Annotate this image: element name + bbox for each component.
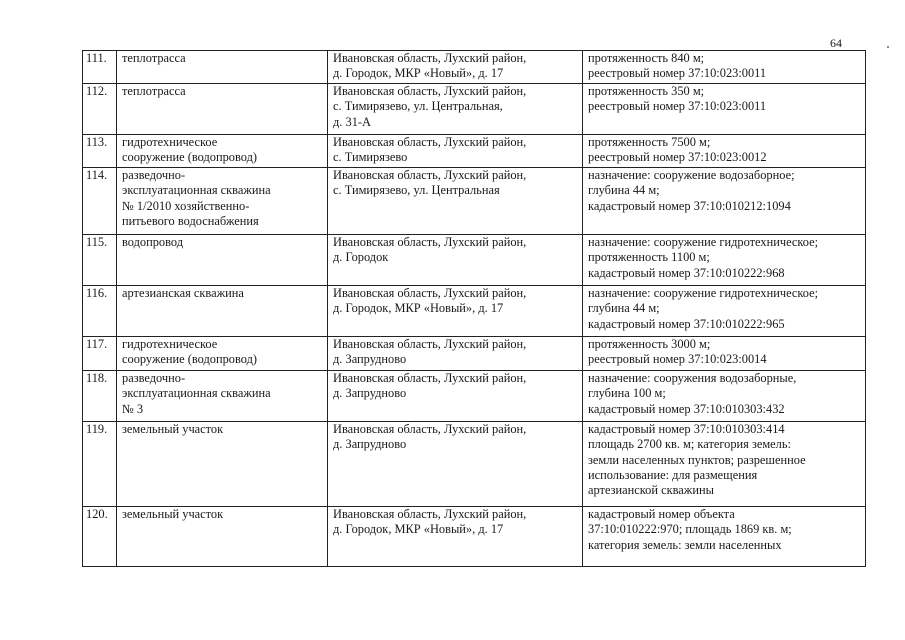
- details-line: назначение: сооружения водозаборные,: [588, 371, 797, 385]
- address-line: Ивановская область, Лухский район,: [333, 371, 527, 385]
- object-name-line: эксплуатационная скважина: [122, 386, 271, 401]
- object-name-line: гидротехническое: [122, 135, 218, 149]
- scan-speck: [887, 46, 889, 48]
- table-row: [83, 507, 866, 567]
- address-line: с. Тимирязево, ул. Центральная,: [333, 99, 503, 114]
- object-name-line: № 3: [122, 401, 144, 416]
- row-number: 117.: [83, 337, 117, 371]
- address-line: д. Запрудново: [333, 437, 407, 452]
- row-number: 111.: [83, 51, 117, 84]
- details-line: кадастровый номер 37:10:010222:965: [588, 316, 785, 331]
- object-name-line: разведочно-: [122, 371, 186, 385]
- address-cell: [328, 168, 583, 235]
- address-cell: [328, 84, 583, 135]
- address-cell: [328, 286, 583, 337]
- object-name-cell: [117, 507, 328, 567]
- table-row: [83, 371, 866, 422]
- object-name-line: артезианская скважина: [122, 286, 244, 300]
- details-line: кадастровый номер 37:10:010222:968: [588, 265, 785, 280]
- row-number: 116.: [83, 286, 117, 337]
- object-name-cell: [117, 84, 328, 135]
- object-name-cell: [117, 371, 328, 422]
- object-name-cell: [117, 337, 328, 371]
- details-line: категория земель: земли населенных: [588, 537, 782, 552]
- details-line: реестровый номер 37:10:023:0012: [588, 150, 767, 165]
- details-line: 37:10:010222:970; площадь 1869 кв. м;: [588, 522, 792, 537]
- row-number: 112.: [83, 84, 117, 135]
- details-line: назначение: сооружение гидротехническое;: [588, 286, 819, 300]
- address-line: д. Городок, МКР «Новый», д. 17: [333, 301, 504, 316]
- address-line: Ивановская область, Лухский район,: [333, 135, 527, 149]
- address-cell: [328, 337, 583, 371]
- table-body: [83, 51, 866, 567]
- table-row: [83, 135, 866, 168]
- object-name-line: эксплуатационная скважина: [122, 183, 271, 198]
- row-number: 115.: [83, 235, 117, 286]
- details-line: реестровый номер 37:10:023:0014: [588, 352, 767, 367]
- details-cell: [583, 371, 866, 422]
- details-cell: [583, 168, 866, 235]
- address-line: Ивановская область, Лухский район,: [333, 286, 527, 300]
- address-cell: [328, 51, 583, 84]
- details-line: кадастровый номер 37:10:010303:414: [588, 422, 785, 436]
- details-line: реестровый номер 37:10:023:0011: [588, 99, 767, 114]
- object-name-line: питьевого водоснабжения: [122, 213, 259, 228]
- details-line: реестровый номер 37:10:023:0011: [588, 66, 767, 81]
- row-number: 114.: [83, 168, 117, 235]
- address-cell: [328, 135, 583, 168]
- details-line: протяженность 7500 м;: [588, 135, 711, 149]
- details-cell: [583, 84, 866, 135]
- property-table: [82, 50, 866, 567]
- address-line: д. Запрудново: [333, 352, 407, 367]
- object-name-line: теплотрасса: [122, 84, 186, 98]
- object-name-cell: [117, 235, 328, 286]
- page-number: 64: [830, 36, 842, 50]
- details-line: протяженность 1100 м;: [588, 250, 710, 265]
- address-cell: [328, 422, 583, 507]
- table-row: [83, 422, 866, 507]
- details-line: площадь 2700 кв. м; категория земель:: [588, 437, 791, 452]
- details-line: глубина 100 м;: [588, 386, 666, 401]
- table-row: [83, 235, 866, 286]
- table-row: [83, 286, 866, 337]
- details-line: кадастровый номер объекта: [588, 507, 735, 521]
- address-line: Ивановская область, Лухский район,: [333, 507, 527, 521]
- object-name-cell: [117, 286, 328, 337]
- details-line: назначение: сооружение гидротехническое;: [588, 235, 819, 249]
- object-name-line: земельный участок: [122, 422, 224, 436]
- details-line: кадастровый номер 37:10:010212:1094: [588, 198, 791, 213]
- row-number: 118.: [83, 371, 117, 422]
- object-name-cell: [117, 51, 328, 84]
- object-name-cell: [117, 168, 328, 235]
- details-cell: [583, 51, 866, 84]
- address-line: д. 31-А: [333, 114, 371, 129]
- row-number: 120.: [83, 507, 117, 567]
- details-line: протяженность 3000 м;: [588, 337, 711, 351]
- address-cell: [328, 507, 583, 567]
- object-name-line: разведочно-: [122, 168, 186, 182]
- table-row: [83, 337, 866, 371]
- address-cell: [328, 371, 583, 422]
- details-line: кадастровый номер 37:10:010303:432: [588, 401, 785, 416]
- address-line: Ивановская область, Лухский район,: [333, 337, 527, 351]
- object-name-line: водопровод: [122, 235, 184, 249]
- details-line: назначение: сооружение водозаборное;: [588, 168, 795, 182]
- details-cell: [583, 507, 866, 567]
- details-line: использование: для размещения: [588, 467, 758, 482]
- details-line: протяженность 350 м;: [588, 84, 705, 98]
- details-cell: [583, 286, 866, 337]
- address-cell: [328, 235, 583, 286]
- address-line: д. Городок, МКР «Новый», д. 17: [333, 522, 504, 537]
- address-line: д. Городок: [333, 250, 389, 265]
- address-line: Ивановская область, Лухский район,: [333, 235, 527, 249]
- address-line: д. Запрудново: [333, 386, 407, 401]
- address-line: с. Тимирязево: [333, 150, 408, 165]
- object-name-line: сооружение (водопровод): [122, 352, 257, 367]
- details-line: земли населенных пунктов; разрешенное: [588, 452, 806, 467]
- address-line: Ивановская область, Лухский район,: [333, 51, 527, 65]
- details-line: артезианской скважины: [588, 483, 714, 498]
- object-name-line: № 1/2010 хозяйственно-: [122, 198, 250, 213]
- address-line: д. Городок, МКР «Новый», д. 17: [333, 66, 504, 81]
- table-row: [83, 84, 866, 135]
- object-name-cell: [117, 135, 328, 168]
- details-cell: [583, 337, 866, 371]
- table-row: [83, 168, 866, 235]
- details-cell: [583, 135, 866, 168]
- object-name-line: сооружение (водопровод): [122, 150, 257, 165]
- object-name-line: теплотрасса: [122, 51, 186, 65]
- object-name-cell: [117, 422, 328, 507]
- object-name-line: земельный участок: [122, 507, 224, 521]
- address-line: Ивановская область, Лухский район,: [333, 84, 527, 98]
- address-line: Ивановская область, Лухский район,: [333, 168, 527, 182]
- details-line: протяженность 840 м;: [588, 51, 705, 65]
- table-row: [83, 51, 866, 84]
- object-name-line: гидротехническое: [122, 337, 218, 351]
- row-number: 119.: [83, 422, 117, 507]
- details-cell: [583, 235, 866, 286]
- details-line: глубина 44 м;: [588, 183, 660, 198]
- address-line: с. Тимирязево, ул. Центральная: [333, 183, 500, 198]
- row-number: 113.: [83, 135, 117, 168]
- details-cell: [583, 422, 866, 507]
- details-line: глубина 44 м;: [588, 301, 660, 316]
- address-line: Ивановская область, Лухский район,: [333, 422, 527, 436]
